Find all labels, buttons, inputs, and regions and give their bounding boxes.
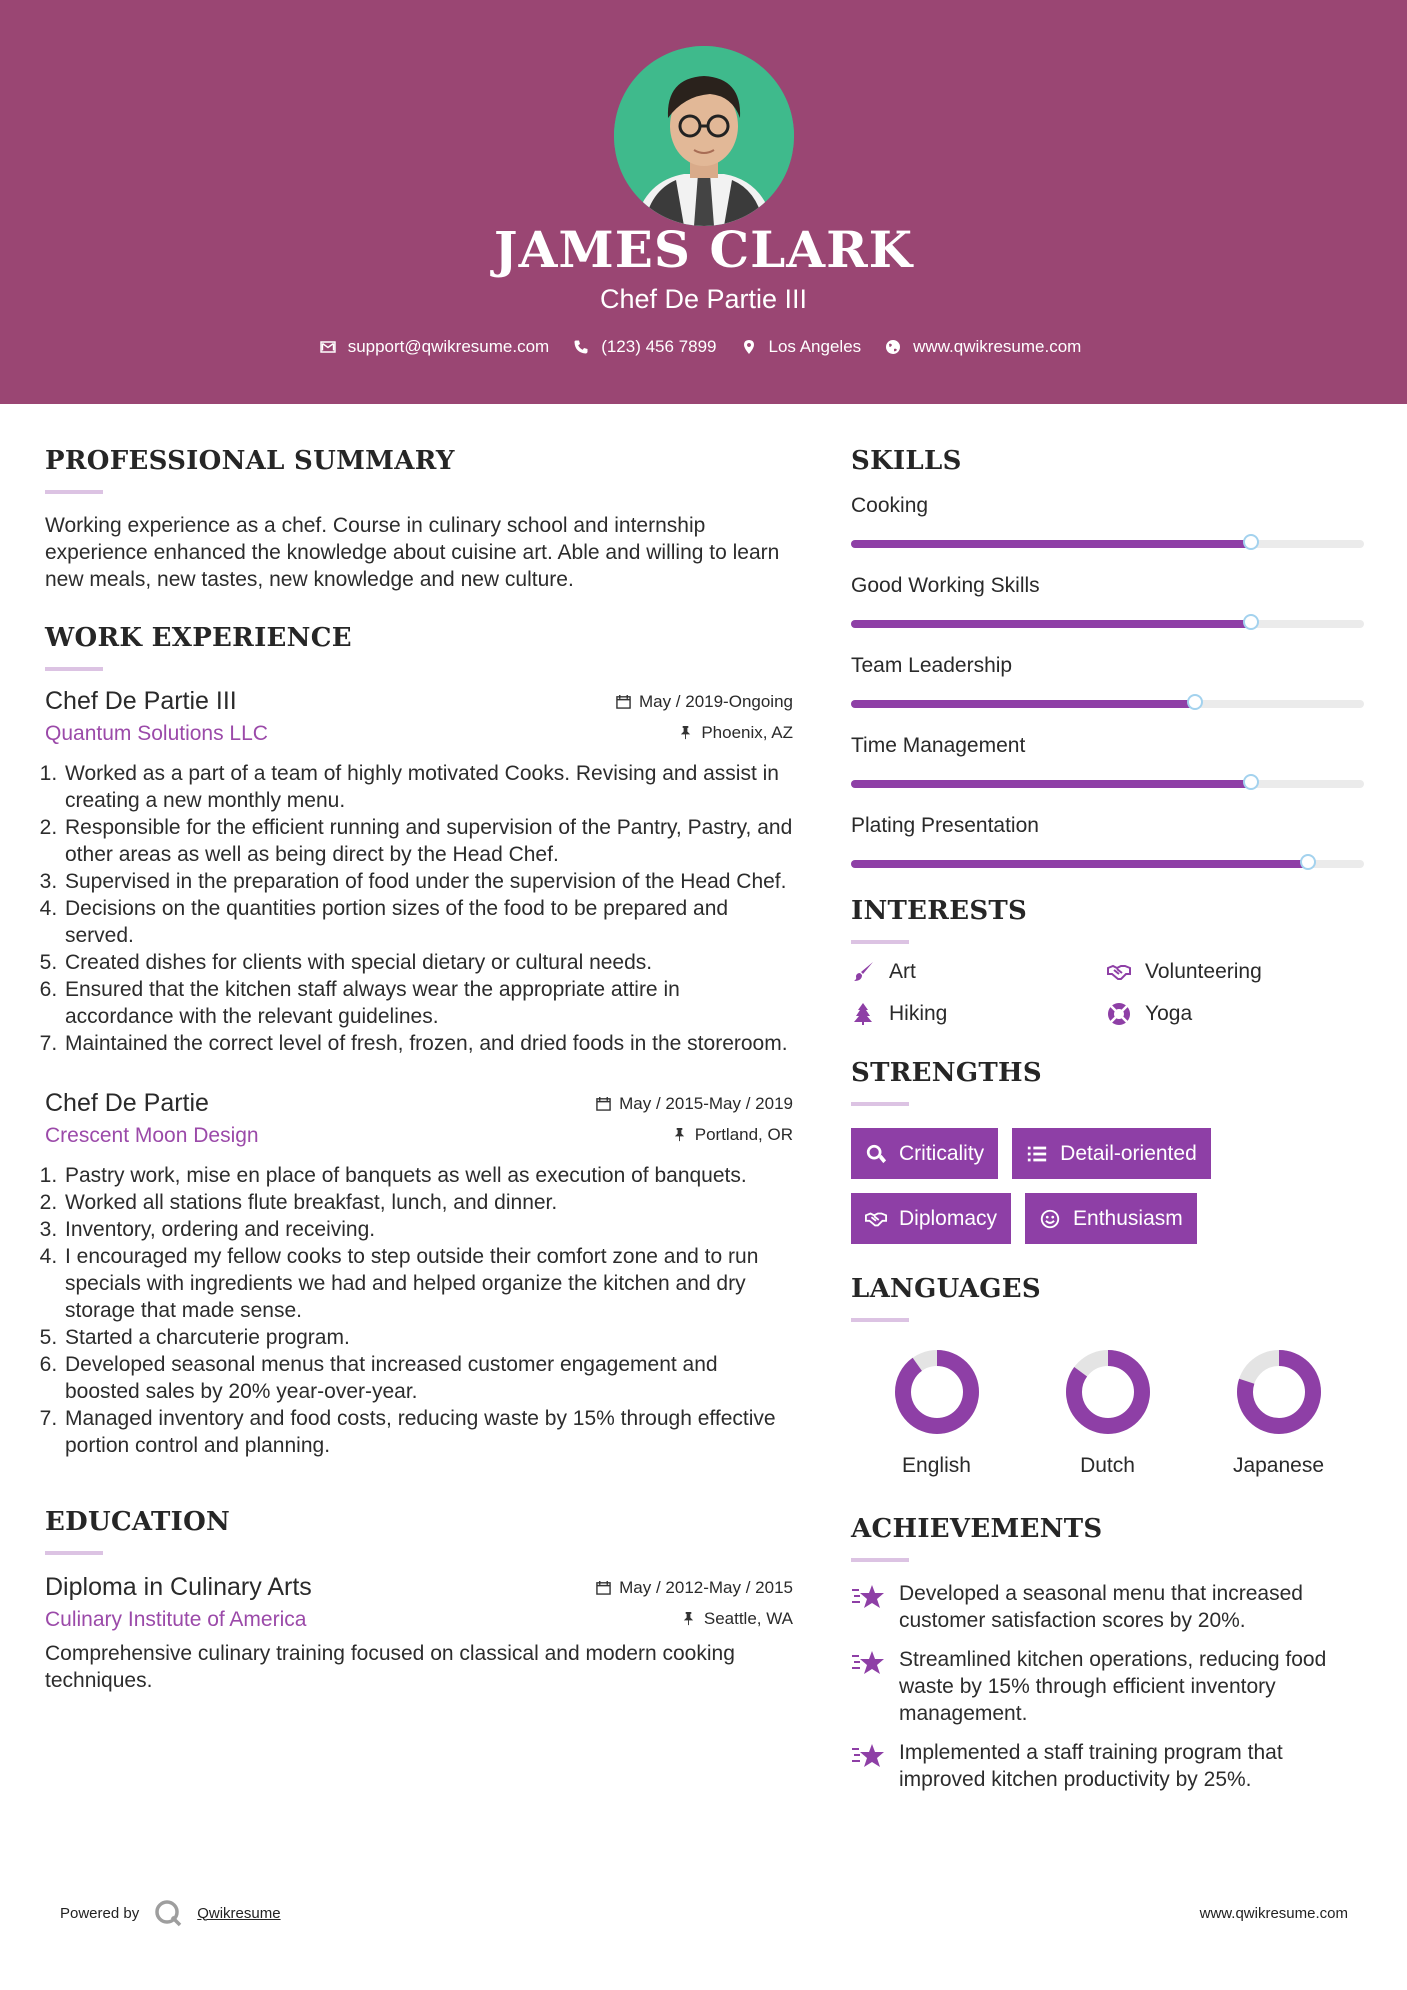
- list-item: 3. Inventory, ordering and receiving.: [63, 1216, 793, 1243]
- list-item: 5. Created dishes for clients with special dietary or cultural needs.: [63, 949, 793, 976]
- skill-bar-fill: [851, 700, 1195, 708]
- life-ring-icon: [1107, 1002, 1131, 1026]
- job-duties-list: [45, 1162, 793, 1459]
- smile-icon: [1039, 1208, 1061, 1230]
- left-column: [45, 404, 793, 1694]
- search-icon: [865, 1143, 887, 1165]
- resume-header: [0, 0, 1407, 404]
- job-duties-list: [45, 760, 793, 1057]
- contact-website[interactable]: [885, 337, 1081, 357]
- skills-list: [851, 494, 1364, 868]
- language-name: English: [902, 1454, 971, 1477]
- paintbrush-icon: [851, 960, 875, 984]
- skill-bar-knob: [1243, 774, 1259, 790]
- language-name: Japanese: [1232, 1454, 1325, 1477]
- map-marker-icon: [741, 339, 757, 355]
- interest-label: Art: [889, 960, 916, 983]
- contact-location-text: Los Angeles: [768, 337, 862, 356]
- experience-section: [45, 623, 793, 1459]
- qwikresume-logo-icon: [153, 1898, 183, 1928]
- education-location-text: Seattle, WA: [703, 1608, 793, 1628]
- footer-powered-by: [60, 1898, 281, 1928]
- shooting-star-icon: [851, 1741, 885, 1771]
- interest-label: Hiking: [889, 1002, 948, 1025]
- avatar: [614, 46, 794, 226]
- tree-icon: [851, 1002, 875, 1026]
- skill-name: Time Management: [851, 734, 1026, 757]
- list-item: 1. Pastry work, mise en place of banquets as well as execution of banquets.: [63, 1162, 793, 1189]
- education-heading: EDUCATION: [45, 1507, 231, 1537]
- job-company: Crescent Moon Design: [45, 1124, 259, 1147]
- achievement-item: [851, 1739, 1364, 1793]
- handshake-icon: [865, 1208, 887, 1230]
- contact-phone-text: (123) 456 7899: [601, 337, 717, 356]
- calendar-icon: [596, 1580, 611, 1595]
- handshake-icon: [1107, 960, 1131, 984]
- strength-chip: [851, 1193, 1011, 1244]
- skill-bar-track: [851, 700, 1364, 708]
- education-school: Culinary Institute of America: [45, 1608, 307, 1631]
- job-date-text: May / 2019-Ongoing: [638, 691, 793, 711]
- skill-bar-track: [851, 620, 1364, 628]
- strength-chip: [1012, 1128, 1211, 1179]
- job-company: Quantum Solutions LLC: [45, 722, 268, 745]
- list-item: 4. I encouraged my fellow cooks to step outside their comfort zone and to run specials with ingredients we had and helped organize the kitchen and dry storage that made sense.: [63, 1243, 793, 1324]
- education-degree: Diploma in Culinary Arts: [45, 1573, 312, 1601]
- interests-heading-underline: [851, 940, 909, 944]
- footer-website[interactable]: www.qwikresume.com: [1199, 1905, 1348, 1922]
- achievement-text: Developed a seasonal menu that increased customer satisfaction scores by 20%.: [899, 1582, 1303, 1632]
- interests-heading: INTERESTS: [851, 896, 1028, 926]
- skill-name: Plating Presentation: [851, 814, 1039, 837]
- skill-bar-knob: [1187, 694, 1203, 710]
- skill-bar-knob: [1243, 534, 1259, 550]
- interest-volunteering: [1107, 960, 1363, 984]
- contact-website-text: www.qwikresume.com: [913, 337, 1082, 356]
- strength-label: Detail-oriented: [1060, 1141, 1197, 1165]
- job-date-text: May / 2015-May / 2019: [619, 1093, 793, 1113]
- pin-icon: [672, 1127, 687, 1142]
- list-item: 5. Started a charcuterie program.: [63, 1324, 793, 1351]
- skill-item: [851, 654, 1364, 708]
- summary-section: [45, 446, 793, 593]
- language-item: [1193, 1348, 1364, 1478]
- skill-item: [851, 734, 1364, 788]
- job-title: Chef De Partie III: [45, 687, 237, 715]
- skill-bar-fill: [851, 620, 1251, 628]
- job-location: [672, 1125, 793, 1145]
- interests-grid: [851, 960, 1364, 1026]
- list-item: 7. Managed inventory and food costs, reducing waste by 15% through effective portion control and planning.: [63, 1405, 793, 1459]
- education-date: [596, 1578, 793, 1598]
- interest-hiking: [851, 1002, 1107, 1026]
- contact-email-text: support@qwikresume.com: [347, 337, 550, 356]
- achievement-item: [851, 1580, 1364, 1634]
- language-donut-fill: [903, 1358, 971, 1426]
- skill-bar-track: [851, 540, 1364, 548]
- experience-heading-underline: [45, 667, 103, 671]
- languages-section: [851, 1274, 1364, 1478]
- list-item: 7. Maintained the correct level of fresh, frozen, and dried foods in the storeroom.: [63, 1030, 793, 1057]
- strength-chip: [851, 1128, 998, 1179]
- pin-icon: [678, 725, 693, 740]
- summary-heading: PROFESSIONAL SUMMARY: [45, 446, 455, 476]
- achievement-text: Implemented a staff training program that improved kitchen productivity by 25%.: [899, 1741, 1283, 1791]
- languages-list: [851, 1348, 1364, 1478]
- achievements-list: [851, 1580, 1364, 1793]
- job-entry: [45, 687, 793, 1057]
- skills-section: [851, 446, 1364, 868]
- list-item: 2. Responsible for the efficient running and supervision of the Pantry, Pastry, and other areas as well as being direct by the Head Chef.: [63, 814, 793, 868]
- interest-art: [851, 960, 1107, 984]
- phone-icon: [573, 339, 589, 355]
- list-item: 6. Ensured that the kitchen staff always wear the appropriate attire in accordance with the relevant guidelines.: [63, 976, 793, 1030]
- list-icon: [1026, 1143, 1048, 1165]
- envelope-icon: [320, 339, 336, 355]
- job-entry: [45, 1089, 793, 1459]
- skill-name: Team Leadership: [851, 654, 1013, 677]
- job-title: Chef De Partie: [45, 1089, 209, 1117]
- strength-label: Diplomacy: [899, 1206, 998, 1230]
- skill-bar-knob: [1300, 854, 1316, 870]
- pin-icon: [681, 1611, 696, 1626]
- education-description: Comprehensive culinary training focused on classical and modern cooking techniques.: [45, 1642, 735, 1692]
- contact-location: [741, 337, 862, 357]
- contact-email[interactable]: [320, 337, 550, 357]
- contact-phone[interactable]: [573, 337, 716, 357]
- language-item: [851, 1348, 1022, 1478]
- qwikresume-link[interactable]: Qwikresume: [197, 1904, 281, 1922]
- job-location: [678, 723, 793, 743]
- summary-heading-underline: [45, 490, 103, 494]
- education-section: [45, 1507, 793, 1694]
- right-column: [851, 404, 1364, 1793]
- list-item: 1. Worked as a part of a team of highly motivated Cooks. Revising and assist in creating a new monthly menu.: [63, 760, 793, 814]
- shooting-star-icon: [851, 1648, 885, 1678]
- achievement-text: Streamlined kitchen operations, reducing food waste by 15% through efficient inventory management.: [899, 1648, 1327, 1725]
- list-item: 2. Worked all stations flute breakfast, lunch, and dinner.: [63, 1189, 793, 1216]
- calendar-icon: [596, 1096, 611, 1111]
- education-date-text: May / 2012-May / 2015: [619, 1577, 793, 1597]
- skill-bar-fill: [851, 860, 1308, 868]
- globe-icon: [885, 339, 901, 355]
- strength-label: Criticality: [899, 1141, 985, 1165]
- language-name: Dutch: [1080, 1454, 1135, 1477]
- list-item: 3. Supervised in the preparation of food under the supervision of the Head Chef.: [63, 868, 793, 895]
- strengths-heading-underline: [851, 1102, 909, 1106]
- achievement-item: [851, 1646, 1364, 1727]
- list-item: 4. Decisions on the quantities portion sizes of the food to be prepared and served.: [63, 895, 793, 949]
- powered-by-label: Powered by: [60, 1904, 140, 1922]
- education-heading-underline: [45, 1551, 103, 1555]
- list-item: 6. Developed seasonal menus that increased customer engagement and boosted sales by 20% year-over-year.: [63, 1351, 793, 1405]
- achievements-section: [851, 1514, 1364, 1793]
- job-location-text: Phoenix, AZ: [701, 722, 793, 742]
- job-date: [616, 692, 793, 712]
- language-donut: [1064, 1348, 1152, 1436]
- skill-name: Cooking: [851, 494, 929, 517]
- job-date: [596, 1094, 793, 1114]
- education-location: [681, 1609, 793, 1629]
- job-location-text: Portland, OR: [694, 1124, 793, 1144]
- strength-chip: [1025, 1193, 1197, 1244]
- interest-yoga: [1107, 1002, 1363, 1026]
- candidate-role: Chef De Partie III: [599, 284, 808, 314]
- achievements-heading-underline: [851, 1558, 909, 1562]
- skill-name: Good Working Skills: [851, 574, 1040, 597]
- skill-bar-fill: [851, 540, 1251, 548]
- contact-bar: [0, 337, 1407, 357]
- skill-item: [851, 814, 1364, 868]
- achievements-heading: ACHIEVEMENTS: [851, 1514, 1103, 1544]
- skill-bar-fill: [851, 780, 1251, 788]
- interest-label: Yoga: [1145, 1002, 1193, 1025]
- skills-heading: SKILLS: [851, 446, 962, 476]
- skill-item: [851, 574, 1364, 628]
- languages-heading: LANGUAGES: [851, 1274, 1041, 1304]
- summary-text: Working experience as a chef. Course in culinary school and internship experience enhanced the knowledge about cuisine art. Able and willing to learn new meals, new tastes, new knowledge and new culture.: [45, 514, 780, 591]
- calendar-icon: [616, 694, 631, 709]
- skill-item: [851, 494, 1364, 548]
- avatar-portrait: [614, 46, 794, 226]
- strengths-chips: [851, 1128, 1364, 1244]
- interest-label: Volunteering: [1145, 960, 1262, 983]
- language-item: [1022, 1348, 1193, 1478]
- skill-bar-knob: [1243, 614, 1259, 630]
- language-donut: [893, 1348, 981, 1436]
- strength-label: Enthusiasm: [1073, 1206, 1183, 1230]
- strengths-section: [851, 1058, 1364, 1244]
- skill-bar-track: [851, 780, 1364, 788]
- languages-heading-underline: [851, 1318, 909, 1322]
- shooting-star-icon: [851, 1582, 885, 1612]
- strengths-heading: STRENGTHS: [851, 1058, 1042, 1088]
- candidate-name: JAMES CLARK: [493, 220, 914, 279]
- interests-section: [851, 896, 1364, 1026]
- language-donut: [1235, 1348, 1323, 1436]
- experience-heading: WORK EXPERIENCE: [45, 623, 352, 653]
- skill-bar-track: [851, 860, 1364, 868]
